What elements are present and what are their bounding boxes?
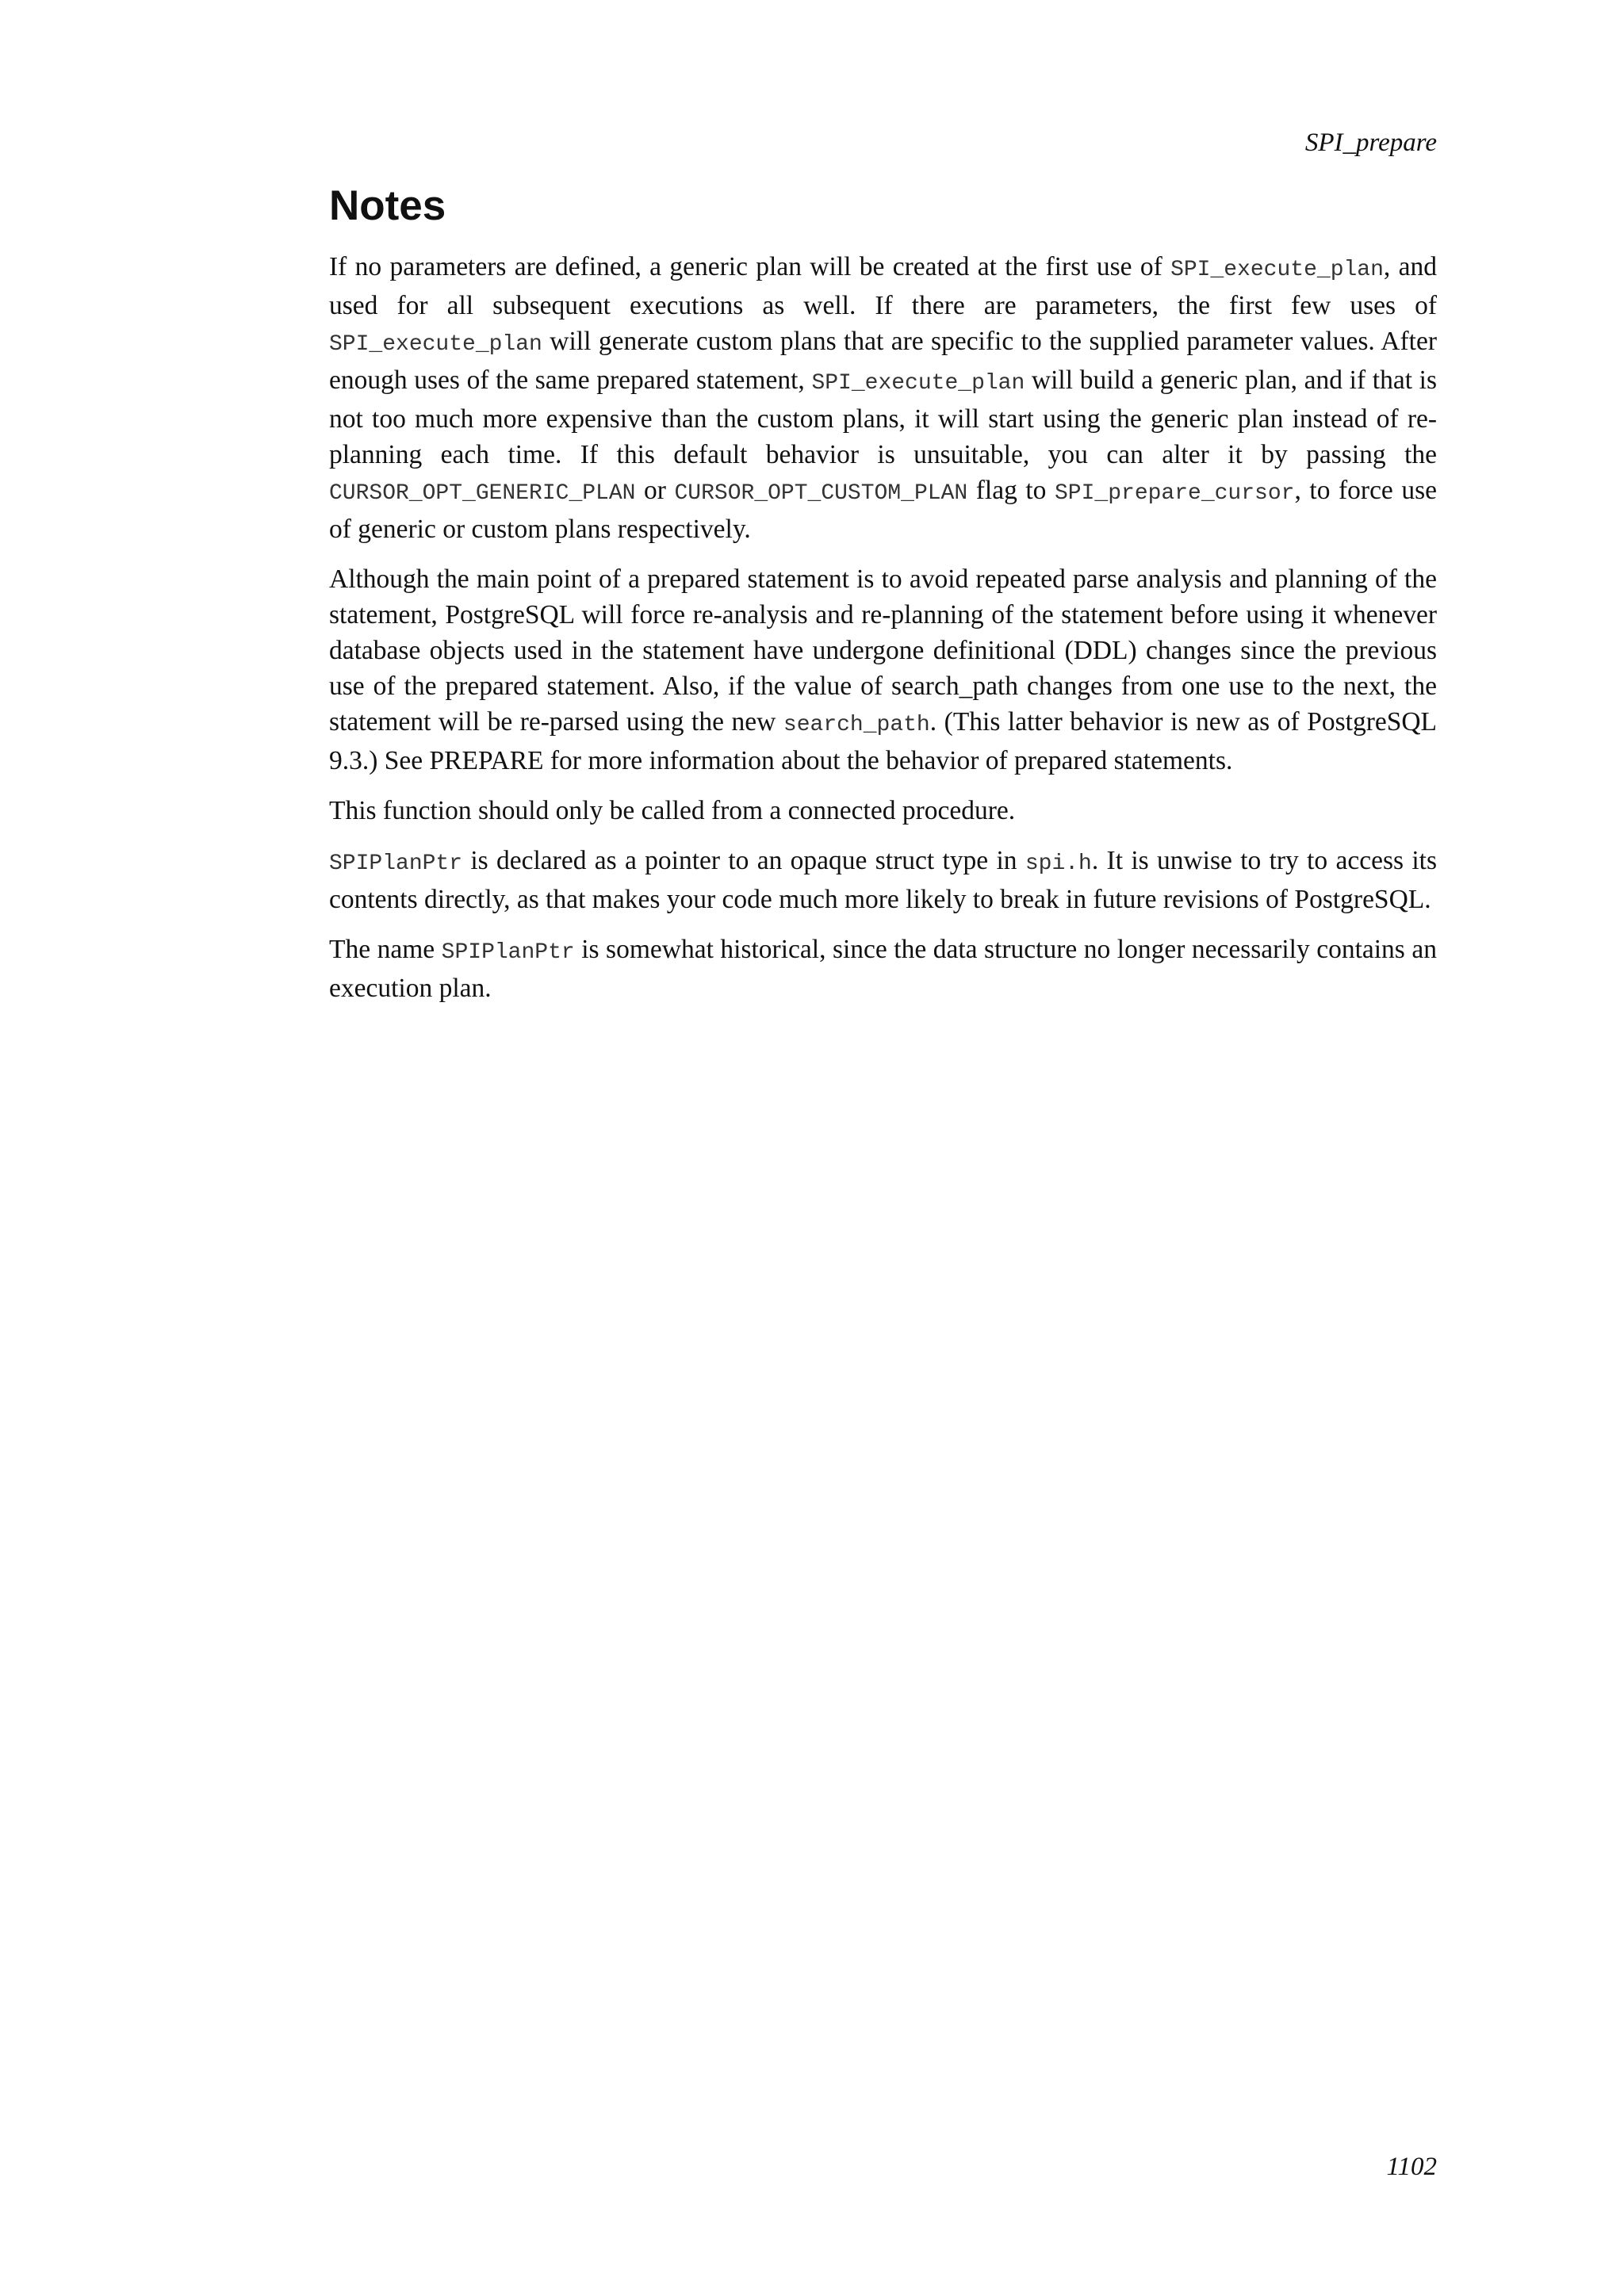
body-text <box>329 249 1437 1020</box>
code-term: SPIPlanPtr <box>441 940 575 965</box>
text-run: Although the main point of a prepared statement is to avoid repeated parse analysis and planning of the statement, PostgreSQL will force re-analysis and re-planning of the statement before using it whenever database objects used in the statement have undergone definitional (DDL) changes since the previous use of the prepared statement. Also, if the value of search_path changes from one use to the next, the statement will be re-parsed using the new <box>329 564 1437 737</box>
text-run: will build a generic plan, and if that is not too much more expensive than the custom plans, it will start using the generic plan instead of re-planning each time. If this default behavior is unsuitable, you can alter it by passing the <box>329 365 1437 469</box>
code-term: spi.h <box>1025 851 1092 876</box>
text-run: flag to <box>967 476 1055 505</box>
text-run: or <box>635 476 675 505</box>
text-run: , to force use of generic or custom plans respectively. <box>329 476 1438 544</box>
code-term: SPIPlanPtr <box>329 851 463 876</box>
code-term: CURSOR_OPT_GENERIC_PLAN <box>329 481 636 506</box>
text-run: . It is unwise to try to access its contents directly, as that makes your code much more likely to break in future revisions of PostgreSQL. <box>329 846 1437 914</box>
text-run: The name <box>329 935 442 964</box>
paragraph-connected-procedure <box>329 793 1437 828</box>
text-run: , and used for all subsequent executions as well. If there are parameters, the first few uses of <box>329 252 1437 320</box>
section-heading: Notes <box>329 182 446 229</box>
code-term: SPI_prepare_cursor <box>1055 481 1295 506</box>
paragraph-generic-plan <box>329 249 1437 547</box>
page-number: 1102 <box>1386 2152 1437 2181</box>
text-run: This function should only be called from a connected procedure. <box>329 796 1016 825</box>
code-term: search_path <box>783 713 930 737</box>
code-term: SPI_execute_plan <box>329 332 542 357</box>
paragraph-spiplanptr-opaque <box>329 843 1437 917</box>
text-run: is declared as a pointer to an opaque struct type in <box>462 846 1025 875</box>
text-run: is somewhat historical, since the data structure no longer necessarily contains an execution plan. <box>329 935 1437 1003</box>
text-run: . (This latter behavior is new as of PostgreSQL 9.3.) See PREPARE for more information about the behavior of prepared statements. <box>329 707 1438 775</box>
paragraph-spiplanptr-name <box>329 932 1437 1006</box>
code-term: CURSOR_OPT_CUSTOM_PLAN <box>674 481 968 506</box>
text-run: If no parameters are defined, a generic plan will be created at the first use of <box>329 252 1171 281</box>
running-header: SPI_prepare <box>1304 128 1437 157</box>
code-term: SPI_execute_plan <box>811 371 1025 396</box>
code-term: SPI_execute_plan <box>1170 258 1384 282</box>
paragraph-reanalysis <box>329 561 1437 779</box>
text-run: will generate custom plans that are specific to the supplied parameter values. After enough uses of the same prepared statement, <box>329 327 1437 395</box>
